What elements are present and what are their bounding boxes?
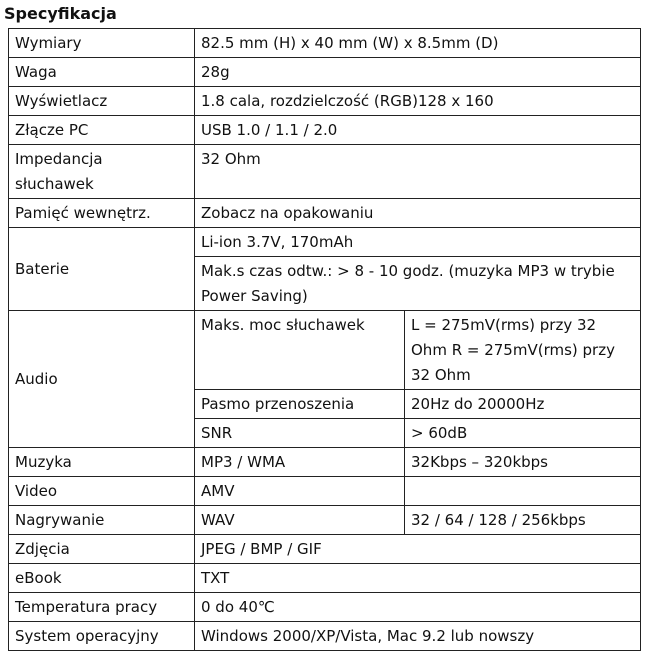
row-label: Złącze PC [9,116,195,145]
table-row [9,145,641,199]
row-value: 28g [195,58,641,87]
page-title: Specyfikacja [4,4,117,23]
row-value: Mak.s czas odtw.: > 8 - 10 godz. (muzyka MP3 w trybie Power Saving) [195,257,641,311]
table-row [9,622,641,651]
table-row [9,593,641,622]
sub-value: 20Hz do 20000Hz [405,390,641,419]
row-extra: 32 / 64 / 128 / 256kbps [405,506,641,535]
table-row [9,477,641,506]
table-row [9,58,641,87]
row-extra [405,477,641,506]
table-row [9,116,641,145]
row-label: eBook [9,564,195,593]
row-label: Wymiary [9,29,195,58]
row-value: TXT [195,564,641,593]
row-value: 1.8 cala, rozdzielczość (RGB)128 x 160 [195,87,641,116]
table-row [9,535,641,564]
row-value: Zobacz na opakowaniu [195,199,641,228]
row-value: 32 Ohm [195,145,641,199]
row-label: Nagrywanie [9,506,195,535]
row-label: System operacyjny [9,622,195,651]
row-label: Waga [9,58,195,87]
row-value: 82.5 mm (H) x 40 mm (W) x 8.5mm (D) [195,29,641,58]
table-row [9,448,641,477]
table-row [9,228,641,257]
row-label: Zdjęcia [9,535,195,564]
row-value: AMV [195,477,405,506]
table-row [9,506,641,535]
table-row [9,564,641,593]
row-value: 0 do 40℃ [195,593,641,622]
row-value: USB 1.0 / 1.1 / 2.0 [195,116,641,145]
sub-label: SNR [195,419,405,448]
row-label: Temperatura pracy [9,593,195,622]
table-row [9,29,641,58]
row-label: Pamięć wewnętrz. [9,199,195,228]
spec-table [8,28,641,651]
row-value: MP3 / WMA [195,448,405,477]
row-extra: 32Kbps – 320kbps [405,448,641,477]
sub-value: L = 275mV(rms) przy 32 Ohm R = 275mV(rms) przy 32 Ohm [405,311,641,390]
row-value: Li-ion 3.7V, 170mAh [195,228,641,257]
row-label: Baterie [9,228,195,311]
row-value: Windows 2000/XP/Vista, Mac 9.2 lub nowszy [195,622,641,651]
sub-value: > 60dB [405,419,641,448]
row-label: Muzyka [9,448,195,477]
row-label: Wyświetlacz [9,87,195,116]
row-label: Impedancja słuchawek [9,145,195,199]
row-label: Video [9,477,195,506]
sub-label: Maks. moc słuchawek [195,311,405,390]
row-label: Audio [9,311,195,448]
table-row [9,199,641,228]
row-value: WAV [195,506,405,535]
sub-label: Pasmo przenoszenia [195,390,405,419]
table-row [9,87,641,116]
row-value: JPEG / BMP / GIF [195,535,641,564]
table-row [9,311,641,390]
